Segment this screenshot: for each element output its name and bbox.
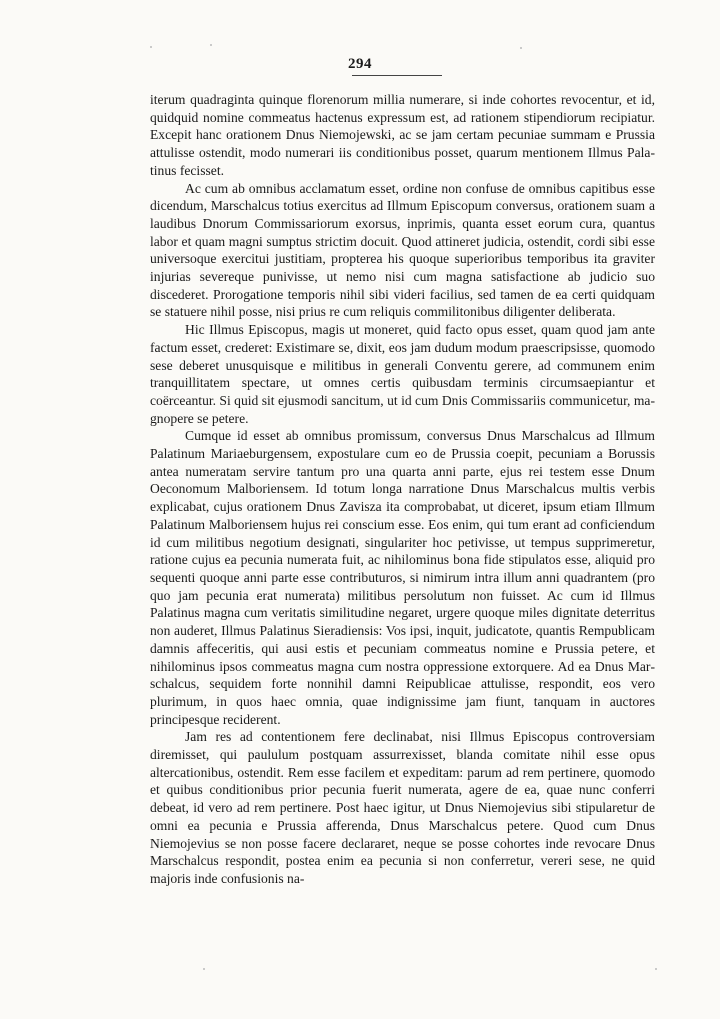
header-rule: [352, 75, 442, 76]
scan-speck: [150, 46, 152, 48]
scan-speck: [655, 968, 657, 970]
paragraph: Ac cum ab omnibus acclamatum esset, ordine non confuse de omnibus capitibus esse dicendum, Marschalcus totius exercitus ad Illmum Episcopum conversus, orationem suam a laudibus Dnorum Commissariorum exorsus, inprimis, quanta esset eorum cura, quantus labor et quam magni sumptus strictim docuit. Quod attineret judicia, ostendit, cordi sibi esse universoque exercitui justitiam, propterea his quoque superioribus temporibus ita graviter injurias severeque punivisse, ut nemo nisi cum magna satisfactione ab judicio suo discederet. Prorogatione temporis nihil sibi videri facilius, sed tamen de ea certi quidquam se statuere nihil posse, nisi prius re cum reliquis commilitonibus diligenter deliberata.: [150, 180, 655, 320]
paragraph: iterum quadraginta quinque florenorum millia numerare, si inde cohortes revocentur, et id, quidquid nomine commeatus hactenus expressum est, ad rationem stipendiorum recipiatur. Excepit hanc orationem Dnus Niemojewski, ac se jam certam pecuniae summam e Prussia attulisse ostendit, modo numerari iis conditionibus posset, quarum mentionem Illmus Palatinus fecisset.: [150, 92, 655, 178]
page-number: 294: [348, 56, 372, 72]
paragraph: Hic Illmus Episcopus, magis ut moneret, quid facto opus esset, quam quod jam ante factum esset, crederet: Existimare se, dixit, eos jam dudum modum praescripsisse, quomodo sese deberet unusquisque e militibus in generali Conventu gerere, ad communem enim tranquillitatem spectare, ut omnes certis quibusdam terminis circumsaepiantur et coërceantur. Si quid sit ejusmodi sancitum, ut id cum Dnis Commissariis communicetur, magnopere se petere.: [150, 322, 655, 426]
paragraph: Cumque id esset ab omnibus promissum, conversus Dnus Marschalcus ad Illmum Palatinum Mariaeburgensem, expostulare cum eo de Prussia coepit, pecuniam a Borussis antea numeratam servire tantum pro una quarta anni parte, ejus rei testem esse Dnum Oeconomum Malboriensem. Id totum longa narratione Dnus Marschalcus multis verbis explicabat, cujus orationem Dnus Zavisza ita comprobabat, ut diceret, ipsum etiam Illmum Palatinum Malboriensem hujus rei conscium esse. Eos enim, qui tum erant ad conficiendum id cum militibus negotium designati, singulariter hoc petivisse, ut tempus supprimeretur, ratione cujus ea pecunia numerata fuit, ac nihilominus bona fide stipulatos esse, aliquid pro sequenti quoque anni parte esse contributuros, si nimirum intra illum anni quadrantem (pro quo jam pecunia erat numerata) militibus persolutum non fuisset. Ac cum id Illmus Palatinus magna cum veritatis similitudine negaret, urgere quoque miles dignitate deterritus non auderet, Illmus Palatinus Sieradiensis: Vos ipsi, inquit, judicatote, quantis Rempublicam damnis affeceritis, qui ausi estis et pecuniam commeatus nomine e Prussia petere, et nihilominus ipsos commeatus magna cum nostra oppressione extorquere. Ad ea Dnus Marschalcus, sequidem forte nonnihil damni Reipublicae attulisse, respondit, eos vero plurimum, in quos haec omnia, quae indignissime jam fiunt, tanquam in auctores principesque reciderent.: [150, 428, 655, 727]
body-text: [150, 91, 655, 888]
scan-speck: [520, 47, 522, 49]
scan-speck: [210, 44, 212, 46]
scan-speck: [203, 968, 205, 970]
paragraph: Jam res ad contentionem fere declinabat, nisi Illmus Episcopus controversiam diremisset, qui paululum postquam assurrexisset, blanda comitate nihil esse opus altercationibus, ostendit. Rem esse facilem et expeditam: parum ad rem pertinere, quomodo et quibus conditionibus prior pecunia fuerit numerata, agere de ea, quae nunc conferri debeat, id vero ad rem pertinere. Post haec igitur, ut Dnus Niemojevius sibi stipularetur de omni ea pecunia e Prussia afferenda, Dnus Marschalcus petere. Quod cum Dnus Niemojevius se non posse facere declararet, neque se posse cohortes inde revocare Dnus Marschalcus respondit, postea enim ea pecunia si non conferretur, vereri sese, ne quid majoris inde confusionis na-: [150, 729, 655, 886]
